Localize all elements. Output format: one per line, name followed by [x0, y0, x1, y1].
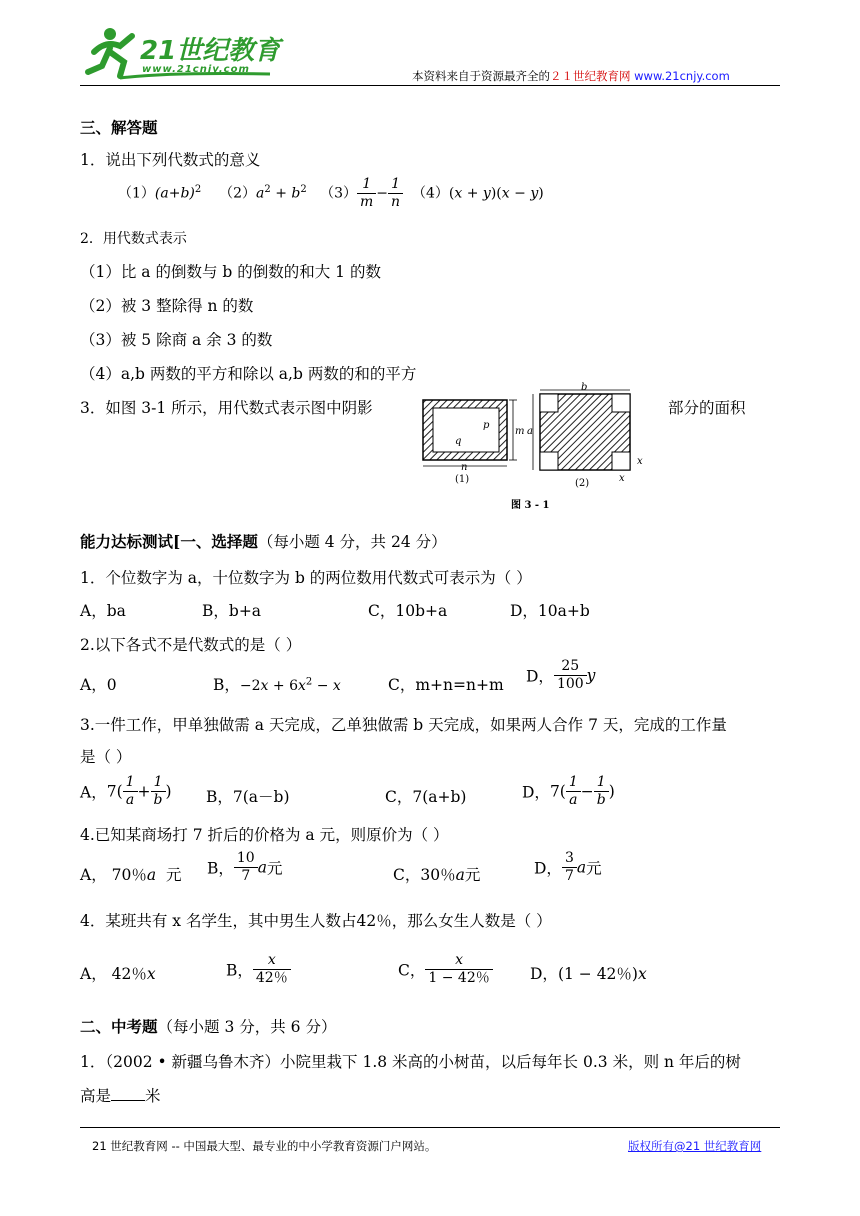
- fig-label-p: p: [483, 420, 490, 431]
- fig-caption: 图 3 - 1: [511, 500, 550, 511]
- s3-q2-item: （4）a,b 两数的平方和除以 a,b 两数的和的平方: [80, 365, 417, 383]
- ab-q3-option-d: D，7( $\frac{1}{a}$ − $\frac{1}{b}$ ): [522, 774, 615, 808]
- fig-label-n: n: [461, 462, 468, 473]
- s3-q3-stem-left: 3．如图 3-1 所示，用代数式表示图中阴影: [80, 399, 373, 417]
- s3-q1-items: $(1)(a+b)^2$ $(2)a^2 + b^2$ （3） $\frac{1}{m}$ − $\frac{1}{n}$ （4）(x + y)(x − y): [118, 176, 544, 210]
- logo: [80, 22, 290, 82]
- fig-label-a: a: [527, 426, 533, 437]
- ab-q5-stem: 4．某班共有 x 名学生，其中男生人数占42％，那么女生人数是（ ）: [80, 912, 552, 930]
- fig-caption-2: (2): [575, 478, 590, 489]
- s3-q1-stem: 1．说出下列代数式的意义: [80, 151, 261, 169]
- ab-q3-option-c: C，7(a+b): [385, 788, 467, 806]
- ab-q2-option-a: A，0: [80, 676, 117, 694]
- fig-label-q: q: [455, 436, 462, 447]
- logo-url: www.21cnjy.com: [142, 64, 250, 75]
- ab-q3-option-b: B，7(a－b): [206, 788, 290, 806]
- s3-q1-item-3: （3）: [320, 185, 358, 202]
- source-prefix: 本资料来自于资源最齐全的: [412, 69, 550, 83]
- source-site: ２１世纪教育网: [550, 69, 631, 83]
- s3-q2-item: （2）被 3 整除得 n 的数: [80, 297, 254, 315]
- ability-heading: [80, 530, 447, 552]
- zk-q1-line1: 1．（2002 • 新疆乌鲁木齐）小院里栽下 1.8 米高的小树苗，以后每年长 0.3 米，则 n 年后的树: [80, 1053, 741, 1071]
- ab-q3-stem-2: 是（ ）: [80, 748, 132, 766]
- fig-label-x2: x: [619, 473, 625, 484]
- zhongkao-heading: [80, 1015, 336, 1037]
- ab-q5-option-b: B， $\frac{x}{42\%}$: [226, 952, 291, 987]
- ab-q2-option-b: B，$-2x + 6x^2 - x$: [213, 676, 341, 694]
- figure-3-1: [415, 382, 660, 517]
- ab-q2-option-d: D， $\frac{25}{100}$ y: [526, 658, 596, 692]
- s3-q1-item-2: （2）: [219, 185, 257, 202]
- ab-q4-option-d: D， $\frac{3}{7}$ a元: [534, 850, 602, 884]
- footer-left: 21 世纪教育网 -- 中国最大型、最专业的中小学教育资源门户网站。: [92, 1139, 437, 1153]
- ability-heading-note: （每小题 4 分，共 24 分）: [257, 533, 447, 551]
- logo-text: 21世纪教育: [140, 36, 281, 66]
- footer-divider: [80, 1127, 780, 1128]
- ab-q1-option-a: A，ba: [80, 602, 126, 620]
- s3-q1-item-4: （4）: [411, 185, 449, 202]
- ab-q4-stem: 4.已知某商场打 7 折后的价格为 a 元，则原价为（ ）: [80, 826, 449, 844]
- s3-q2-stem: 2．用代数式表示: [80, 231, 187, 247]
- ab-q5-option-a: A， 42％x: [80, 965, 156, 983]
- ab-q4-option-c: C，30％a元: [393, 866, 481, 884]
- ab-q5-option-c: C， $\frac{x}{1 - 42\%}$: [398, 952, 493, 987]
- section3-heading: 三、解答题: [80, 118, 158, 137]
- ab-q1-option-c: C，10b+a: [368, 602, 448, 620]
- header-divider: [80, 85, 780, 86]
- zhongkao-heading-bold: 二、中考题: [80, 1017, 158, 1036]
- ab-q2-option-c: C，m+n=n+m: [388, 676, 504, 694]
- ab-q1-stem: 1．个位数字为 a，十位数字为 b 的两位数用代数式可表示为（ ）: [80, 569, 532, 587]
- source-url[interactable]: www.21cnjy.com: [634, 69, 730, 83]
- ab-q3-stem-1: 3.一件工作，甲单独做需 a 天完成，乙单独做需 b 天完成，如果两人合作 7 天，完成的工作量: [80, 716, 727, 734]
- ab-q2-stem: 2.以下各式不是代数式的是（ ）: [80, 636, 302, 654]
- ab-q4-option-a: A， 70％a 元: [80, 866, 182, 884]
- fig-label-x1: x: [637, 456, 643, 467]
- zhongkao-heading-note: （每小题 3 分，共 6 分）: [157, 1018, 337, 1036]
- fig-label-b: b: [581, 382, 588, 393]
- ab-q5-option-d: D，(1 − 42％)x: [530, 965, 647, 983]
- zk-q1-line2: 高是 米: [80, 1087, 161, 1105]
- fig-caption-1: (1): [455, 474, 470, 485]
- source-note: [412, 68, 730, 84]
- footer-copyright-link[interactable]: 版权所有@21 世纪教育网: [628, 1139, 762, 1153]
- answer-blank[interactable]: [111, 1086, 145, 1101]
- ab-q4-option-b: B， $\frac{10}{7}$ a元: [207, 850, 283, 884]
- ab-q1-option-d: D，10a+b: [510, 602, 590, 620]
- s3-q2-item: （3）被 5 除商 a 余 3 的数: [80, 331, 273, 349]
- s3-q3-stem-right: 部分的面积: [668, 399, 746, 417]
- s3-q1-item-1: （1）: [118, 185, 155, 202]
- ab-q3-option-a: A，7( $\frac{1}{a}$ + $\frac{1}{b}$ ): [80, 774, 172, 808]
- ability-heading-bold: 能力达标测试[一、选择题: [80, 532, 258, 551]
- ab-q1-option-b: B，b+a: [202, 602, 262, 620]
- fig-label-m: m: [515, 426, 525, 437]
- s3-q2-item: （1）比 a 的倒数与 b 的倒数的和大 1 的数: [80, 263, 381, 281]
